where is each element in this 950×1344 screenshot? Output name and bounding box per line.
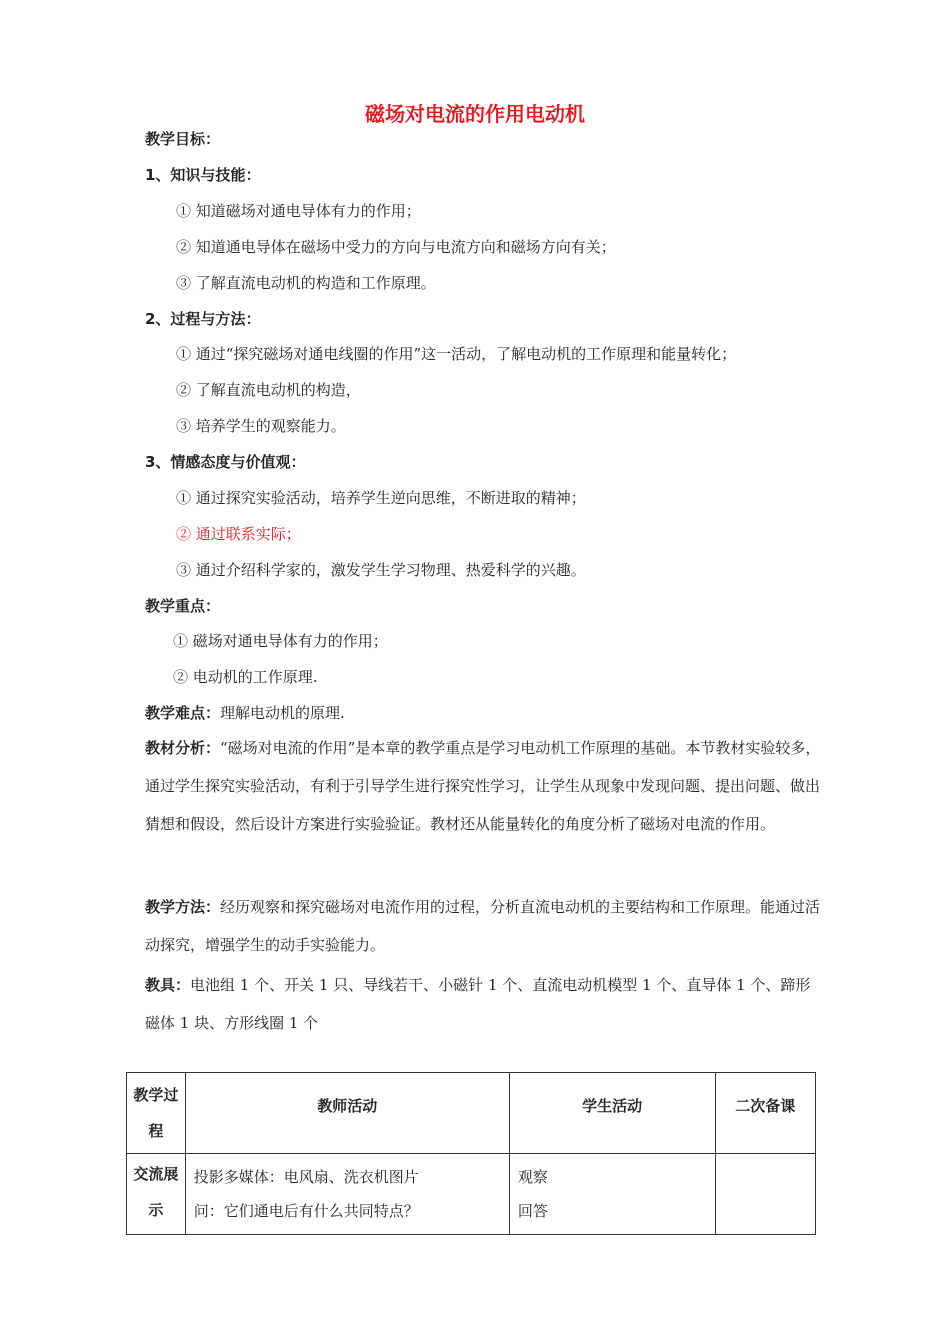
header-stage: 教学过程 [127, 1073, 186, 1154]
section1-heading: 1、知识与技能： [145, 166, 261, 184]
analysis-text: “磁场对电流的作用”是本章的教学重点是学习电动机工作原理的基础。本节教材实验较多，通过学生探究实验活动，有利于引导学生进行探究性学习，让学生从现象中发现问题、提出问题、做出猜想和假设，然后设计方案进行实验验证。教材还从能量转化的角度分析了磁场对电流的作用。 [145, 739, 821, 833]
student-line: 观察 [517, 1168, 548, 1186]
analysis-paragraph [145, 729, 825, 843]
key-point-item: ② 电动机的工作原理. [173, 668, 318, 686]
section1-item: ① 知道磁场对通电导体有力的作用； [176, 202, 421, 220]
section1-item: ② 知道通电导体在磁场中受力的方向与电流方向和磁场方向有关； [176, 238, 616, 256]
tools-text: 电池组 1 个、开关 1 只、导线若干、小磁针 1 个、直流电动机模型 1 个、直导体 1 个、蹄形磁体 1 块、方形线圈 1 个 [145, 976, 811, 1032]
document-title: 磁场对电流的作用电动机 [365, 102, 585, 126]
section3-heading: 3、情感态度与价值观： [145, 453, 306, 471]
section2-item: ① 通过“探究磁场对通电线圈的作用”这一活动，了解电动机的工作原理和能量转化； [176, 345, 737, 363]
tools-label: 教具： [145, 976, 191, 994]
table-header-row [127, 1073, 816, 1154]
difficulty-label: 教学难点： [145, 704, 221, 722]
section2-item: ③ 培养学生的观察能力。 [176, 417, 346, 435]
section2-item: ② 了解直流电动机的构造， [176, 381, 361, 399]
goals-heading: 教学目标： [145, 130, 221, 148]
process-table [126, 1072, 816, 1235]
teacher-line: 问：它们通电后有什么共同特点？ [193, 1202, 419, 1220]
row-stage: 交流展示 [127, 1154, 186, 1235]
header-teacher: 教师活动 [185, 1073, 509, 1154]
row-teacher [185, 1154, 509, 1235]
difficulty-line [145, 702, 345, 723]
section3-item-highlight: ② 通过联系实际； [176, 525, 301, 543]
key-point-item: ① 磁场对通电导体有力的作用； [173, 632, 388, 650]
analysis-label: 教材分析： [145, 739, 221, 757]
section3-item: ③ 通过介绍科学家的，激发学生学习物理、热爱科学的兴趣。 [176, 561, 586, 579]
section1-item: ③ 了解直流电动机的构造和工作原理。 [176, 274, 436, 292]
difficulty-text: 理解电动机的原理. [220, 704, 345, 722]
method-label: 教学方法： [145, 898, 221, 916]
section3-item: ① 通过探究实验活动，培养学生逆向思维，不断进取的精神； [176, 489, 586, 507]
row-notes [715, 1154, 816, 1235]
tools-paragraph [145, 966, 825, 1042]
teacher-line: 投影多媒体：电风扇、洗衣机图片 [193, 1168, 419, 1186]
student-line: 回答 [517, 1202, 548, 1220]
header-student: 学生活动 [509, 1073, 715, 1154]
section2-heading: 2、过程与方法： [145, 310, 261, 328]
key-points-heading: 教学重点： [145, 597, 221, 615]
row-student [509, 1154, 715, 1235]
header-notes: 二次备课 [715, 1073, 816, 1154]
method-text: 经历观察和探究磁场对电流作用的过程，分析直流电动机的主要结构和工作原理。能通过活动探究，增强学生的动手实验能力。 [145, 898, 821, 954]
method-paragraph [145, 888, 825, 964]
table-row [127, 1154, 816, 1235]
